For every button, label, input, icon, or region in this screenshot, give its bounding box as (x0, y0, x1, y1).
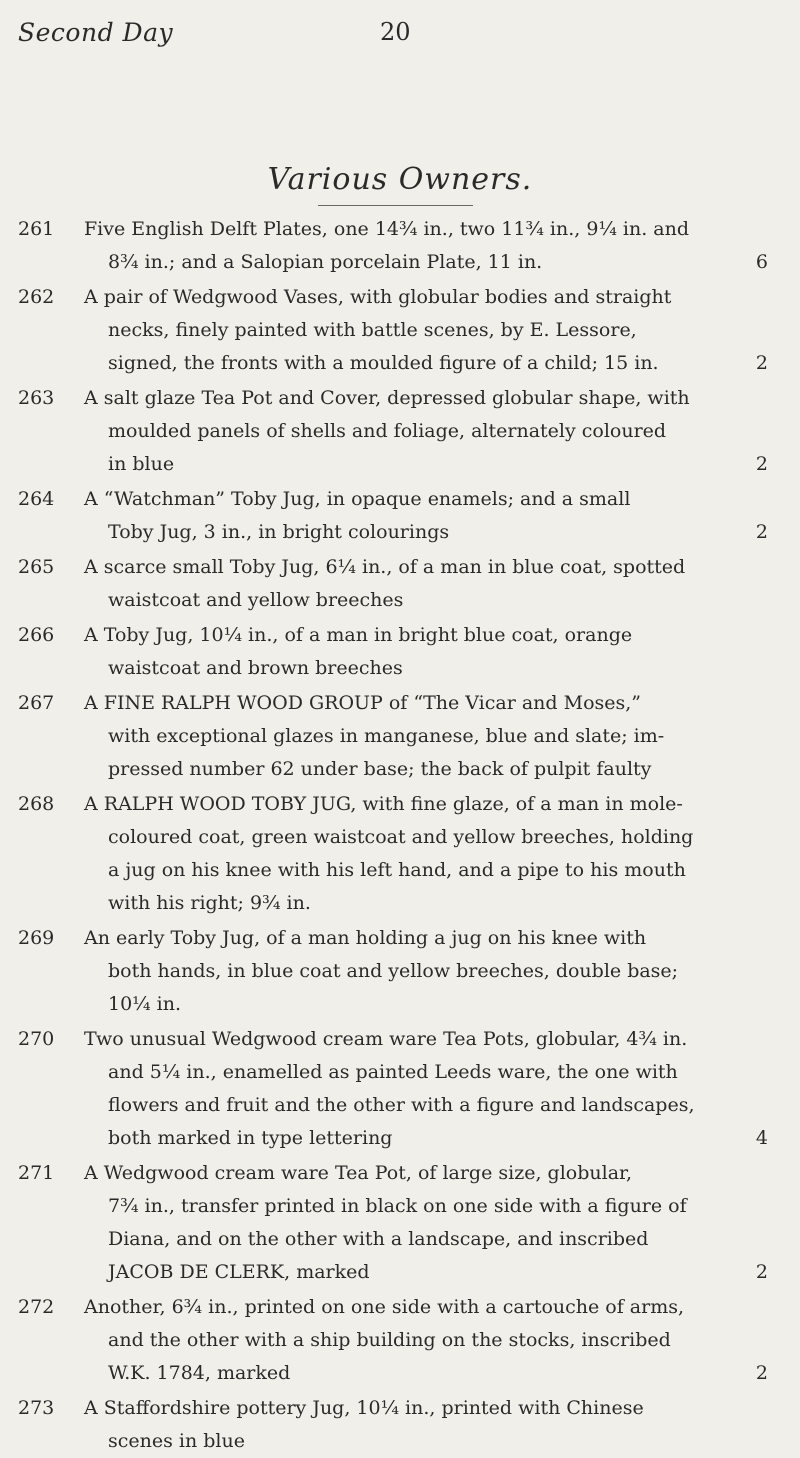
lot-description-line: A Wedgwood cream ware Tea Pot, of large size, globular, (84, 1162, 633, 1184)
lot-description (84, 788, 768, 920)
lot-description-line: waistcoat and yellow breeches (108, 589, 404, 611)
lot-description-line: A Staffordshire pottery Jug, 10¼ in., printed with Chinese (84, 1397, 644, 1419)
lot-quantity: 2 (755, 1261, 768, 1283)
running-head (0, 0, 800, 60)
lot-description (84, 213, 768, 279)
lot-description-line: scenes in blue (108, 1430, 245, 1452)
lot-entry (0, 382, 800, 481)
lot-description-line: An early Toby Jug, of a man holding a jug on his knee with (84, 927, 647, 949)
lot-number: 266 (18, 624, 55, 646)
lot-entry (0, 788, 800, 920)
lot-description-line: pressed number 62 under base; the back of pulpit faulty (108, 758, 652, 780)
lot-entry (0, 281, 800, 380)
lot-description-line: and the other with a ship building on the stocks, inscribed (108, 1329, 671, 1351)
lot-number: 262 (18, 286, 55, 308)
lot-description-line: 8¾ in.; and a Salopian porcelain Plate, 11 in. 6 (84, 246, 768, 279)
lot-quantity: 2 (755, 453, 768, 475)
lot-entry (0, 213, 800, 279)
running-head-title: Second Day (18, 18, 174, 47)
lot-entry (0, 687, 800, 786)
lot-number: 267 (18, 692, 55, 714)
lot-description (84, 922, 768, 1021)
lot-description (84, 1157, 768, 1289)
lot-number: 268 (18, 793, 55, 815)
lot-description (84, 483, 768, 549)
lot-quantity: 2 (755, 352, 768, 374)
lot-description-line: Five English Delft Plates, one 14¾ in., two 11¾ in., 9¼ in. and (84, 218, 690, 240)
lot-description (84, 687, 768, 786)
lot-description-line: A RALPH WOOD TOBY JUG, with fine glaze, of a man in mole- (84, 793, 683, 815)
lot-description-line: Diana, and on the other with a landscape, and inscribed (108, 1228, 649, 1250)
lot-description-line: a jug on his knee with his left hand, and a pipe to his mouth (108, 859, 686, 881)
lot-number: 269 (18, 927, 55, 949)
lot-number: 271 (18, 1162, 55, 1184)
lot-description-line: and 5¼ in., enamelled as painted Leeds ware, the one with (108, 1061, 678, 1083)
lot-description-line: 7¾ in., transfer printed in black on one side with a figure of (108, 1195, 687, 1217)
lot-number: 261 (18, 218, 55, 240)
lot-description-line: A Toby Jug, 10¼ in., of a man in bright blue coat, orange (84, 624, 633, 646)
lot-description-line: A FINE RALPH WOOD GROUP of “The Vicar and Moses,” (84, 692, 642, 714)
lot-description-line: 10¼ in. (108, 993, 181, 1015)
lot-number: 272 (18, 1296, 55, 1318)
lot-description-line: JACOB DE CLERK, marked 2 (84, 1256, 768, 1289)
lot-description-line: with his right; 9¾ in. (108, 892, 311, 914)
lot-description (84, 551, 768, 617)
lot-quantity: 4 (755, 1127, 768, 1149)
lot-description-line: A scarce small Toby Jug, 6¼ in., of a man in blue coat, spotted (84, 556, 686, 578)
lot-description-line: waistcoat and brown breeches (108, 657, 403, 679)
lot-number: 265 (18, 556, 55, 578)
lot-description-line: A “Watchman” Toby Jug, in opaque enamels; and a small (84, 488, 631, 510)
page-number: 20 (380, 18, 411, 46)
lot-number: 263 (18, 387, 55, 409)
lot-number: 273 (18, 1397, 55, 1419)
lot-quantity: 2 (755, 1362, 768, 1384)
lot-entry (0, 483, 800, 549)
lot-entry (0, 1023, 800, 1155)
lot-description-line: signed, the fronts with a moulded figure of a child; 15 in. 2 (84, 347, 768, 380)
lot-description (84, 1291, 768, 1390)
lot-entry (0, 1392, 800, 1458)
lot-description-line: flowers and fruit and the other with a figure and landscapes, (108, 1094, 695, 1116)
lot-description (84, 1392, 768, 1458)
lot-entry (0, 619, 800, 685)
lot-description-line: Two unusual Wedgwood cream ware Tea Pots, globular, 4¾ in. (84, 1028, 688, 1050)
lot-description-line: Another, 6¾ in., printed on one side with a cartouche of arms, (84, 1296, 685, 1318)
lot-entry (0, 551, 800, 617)
title-rule (318, 205, 473, 206)
lot-entry (0, 922, 800, 1021)
lot-description-line: both marked in type lettering 4 (84, 1122, 768, 1155)
lot-entry (0, 1291, 800, 1390)
lot-quantity: 2 (755, 521, 768, 543)
lot-number: 264 (18, 488, 55, 510)
lot-description-line: in blue 2 (84, 448, 768, 481)
lot-quantity: 6 (755, 251, 768, 273)
lot-description-line: moulded panels of shells and foliage, alternately coloured (108, 420, 667, 442)
section-title: Various Owners. (267, 162, 533, 197)
lot-description-line: coloured coat, green waistcoat and yellow breeches, holding (108, 826, 694, 848)
lot-description (84, 281, 768, 380)
lot-description-line: Toby Jug, 3 in., in bright colourings 2 (84, 516, 768, 549)
lot-description-line: A salt glaze Tea Pot and Cover, depressed globular shape, with (84, 387, 690, 409)
lot-description-line: A pair of Wedgwood Vases, with globular bodies and straight (84, 286, 672, 308)
lot-description-line: both hands, in blue coat and yellow breeches, double base; (108, 960, 679, 982)
lot-description-line: with exceptional glazes in manganese, blue and slate; im- (108, 725, 665, 747)
lot-entry (0, 1157, 800, 1289)
lot-description (84, 1023, 768, 1155)
lot-description-line: necks, finely painted with battle scenes, by E. Lessore, (108, 319, 637, 341)
lot-description (84, 382, 768, 481)
lot-number: 270 (18, 1028, 55, 1050)
lot-description (84, 619, 768, 685)
lot-description-line: W.K. 1784, marked 2 (84, 1357, 768, 1390)
